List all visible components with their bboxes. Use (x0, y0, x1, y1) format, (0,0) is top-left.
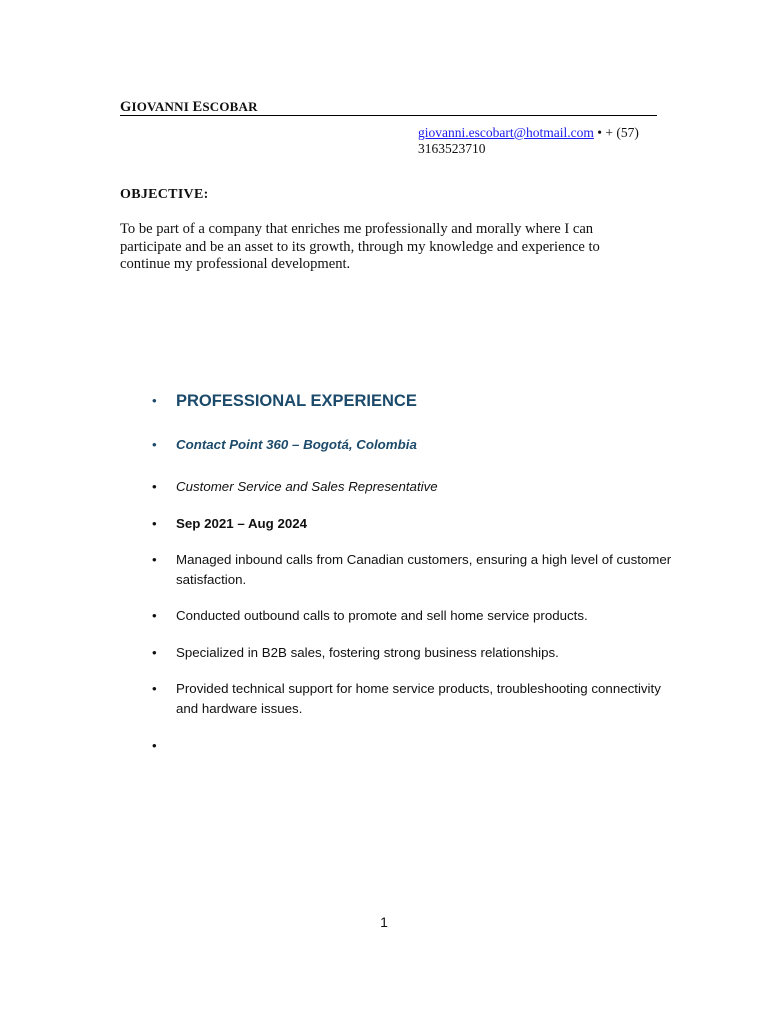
bullet-icon: • (152, 479, 157, 494)
company-name: Contact Point 360 – Bogotá, Colombia (176, 437, 417, 452)
page-number: 1 (380, 914, 388, 930)
email-link[interactable]: giovanni.escobart@hotmail.com (418, 125, 594, 140)
duty-text: Conducted outbound calls to promote and sell home service products. (176, 608, 588, 623)
section-heading: PROFESSIONAL EXPERIENCE (176, 392, 417, 410)
duty-text: Specialized in B2B sales, fostering strong business relationships. (176, 645, 559, 660)
job-title: Customer Service and Sales Representative (176, 479, 438, 494)
bullet-icon: • (152, 645, 157, 660)
bullet-icon: • (152, 516, 157, 531)
objective-text: To be part of a company that enriches me professionally and morally where I can participate and be an asset to its growth, through my knowledge and experience to continue my professional development. (120, 221, 600, 272)
bullet-icon: • (152, 608, 157, 623)
last-name-initial: E (192, 99, 203, 115)
phone-prefix: + (57) (605, 125, 639, 140)
bullet-icon: • (152, 393, 157, 408)
bullet-icon: • (152, 437, 157, 452)
name-header (120, 98, 657, 116)
bullet-icon: • (152, 552, 157, 567)
bullet-icon: • (152, 681, 157, 696)
contact-separator: • (593, 125, 606, 140)
duty-text: Provided technical support for home service products, troubleshooting connectivity and hardware issues. (176, 681, 661, 716)
phone-number: 3163523710 (418, 140, 486, 156)
duty-text: Managed inbound calls from Canadian customers, ensuring a high level of customer satisfaction. (176, 552, 672, 587)
full-name (120, 99, 258, 114)
bullet-icon: • (152, 738, 157, 753)
contact-info (418, 125, 658, 156)
objective-title: OBJECTIVE: (120, 187, 209, 202)
last-name-rest: SCOBAR (202, 99, 258, 114)
first-name-initial: G (120, 99, 132, 115)
employment-dates: Sep 2021 – Aug 2024 (176, 516, 308, 531)
first-name-rest: IOVANNI (131, 99, 189, 114)
